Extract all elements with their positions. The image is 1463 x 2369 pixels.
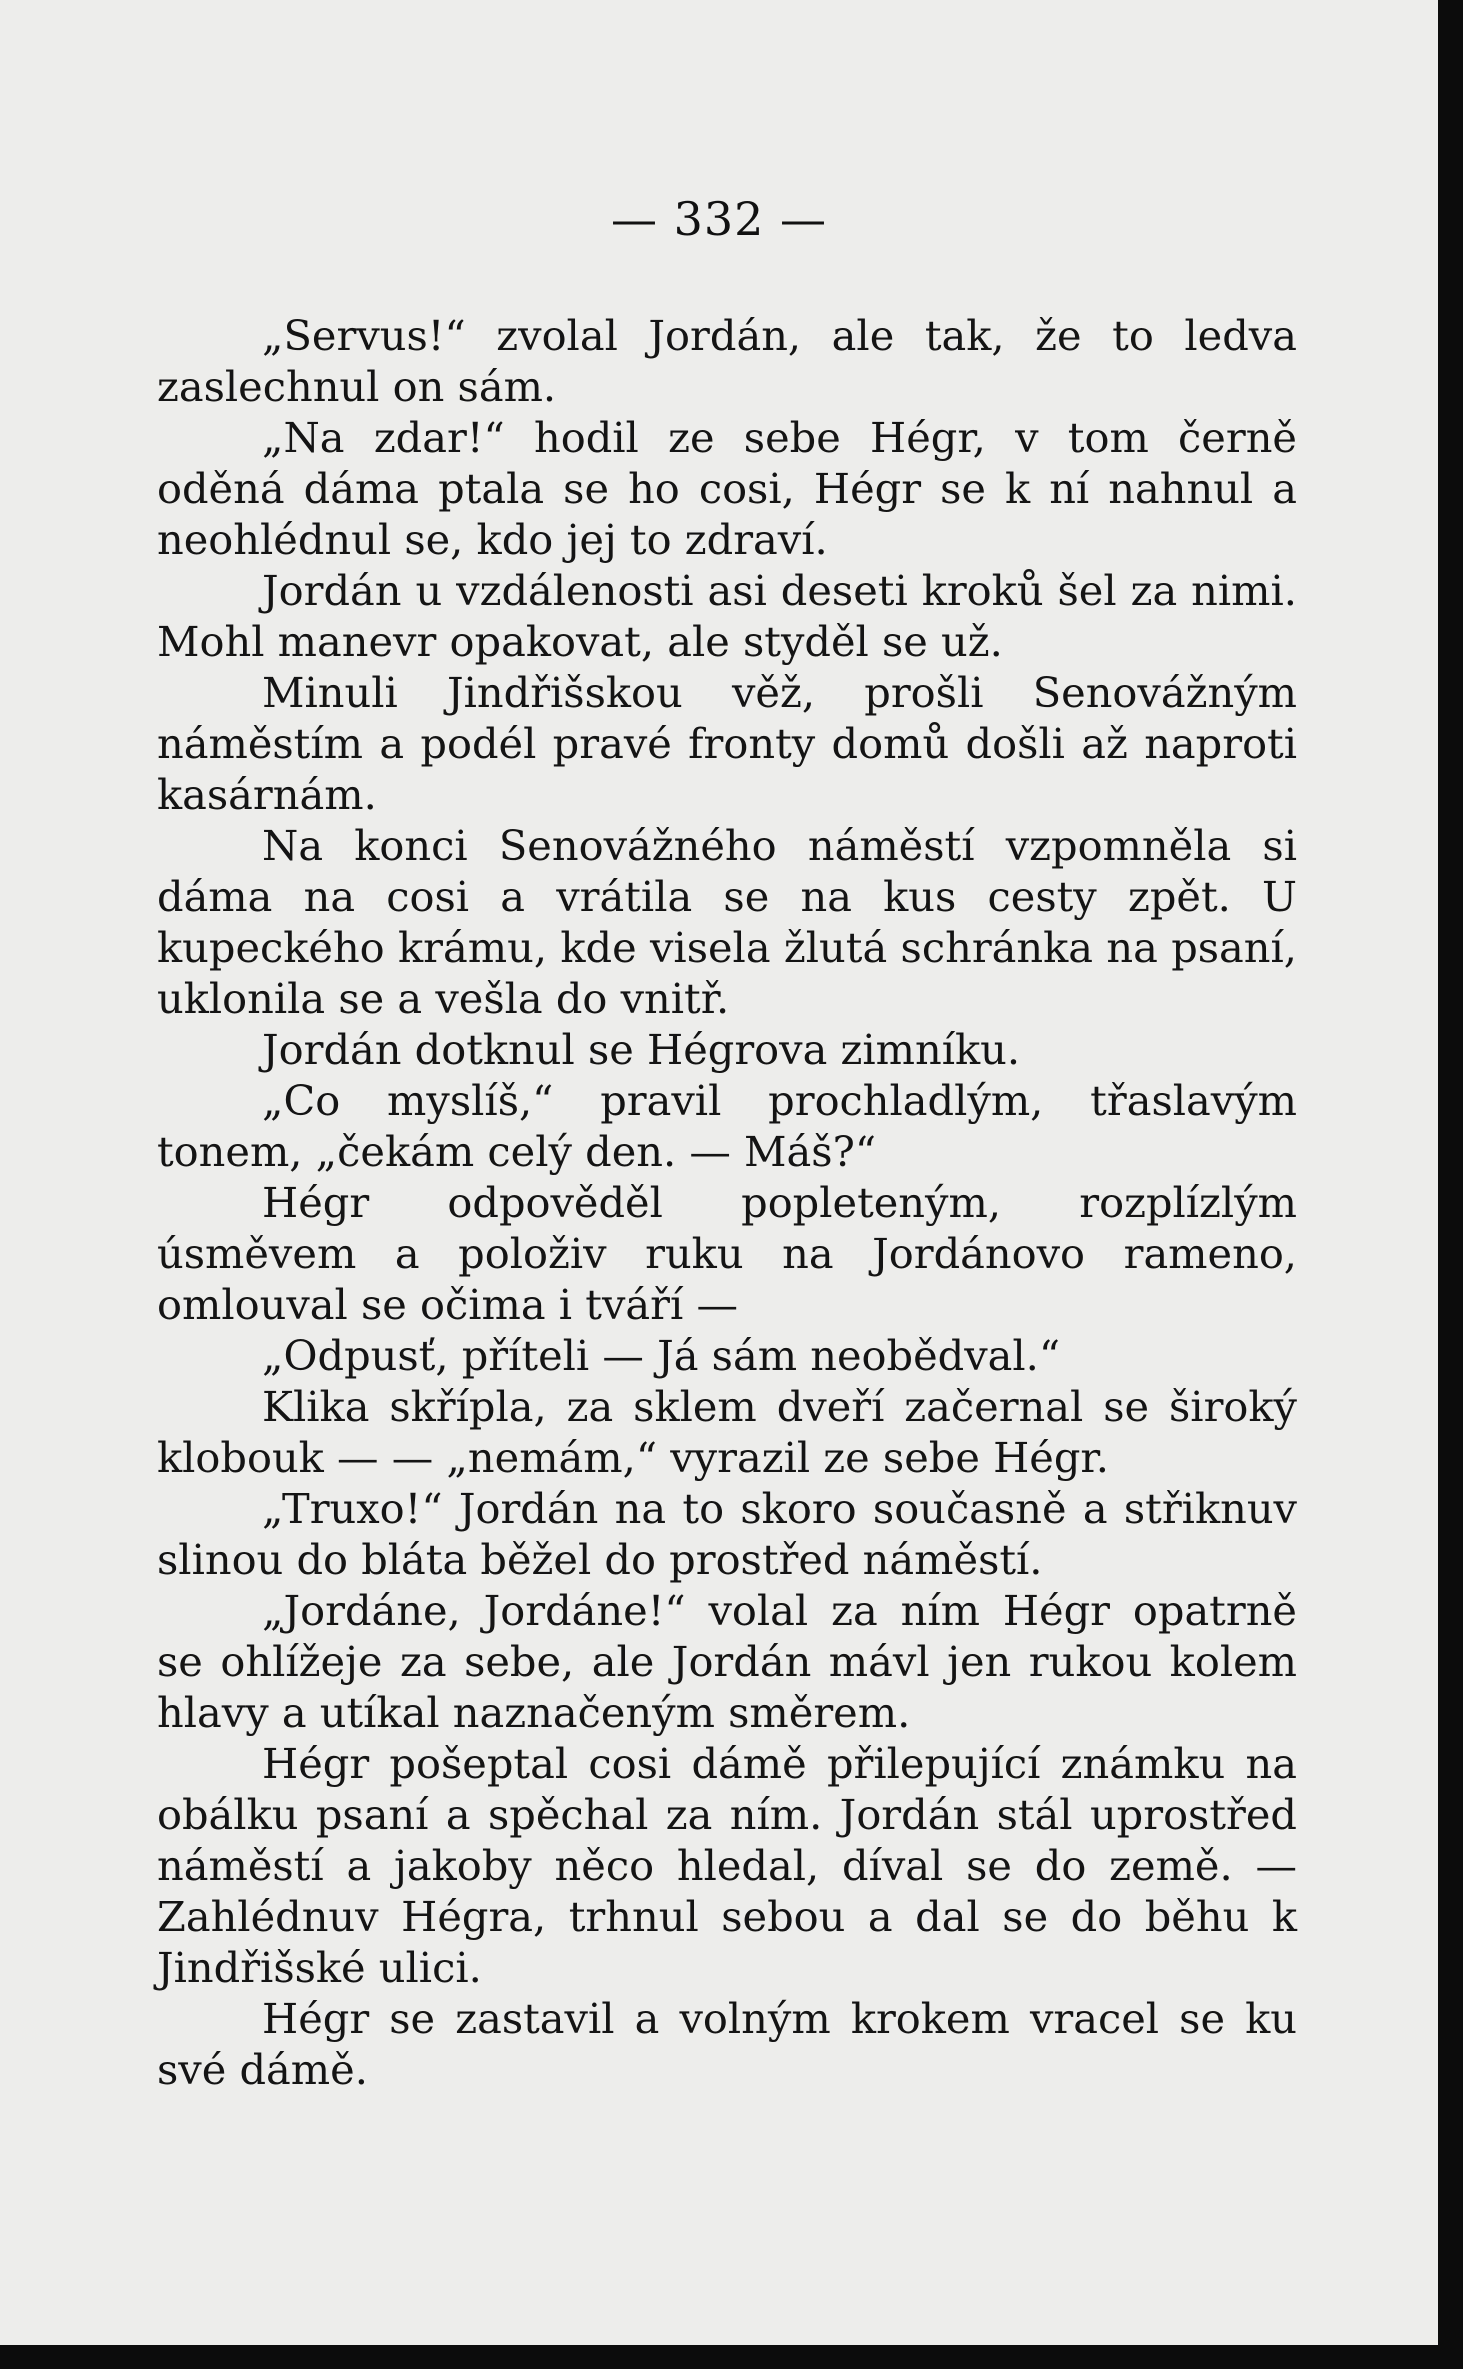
paragraph-9: „Odpusť, příteli — Já sám neobědval.“: [262, 1331, 1061, 1380]
paragraph-10: Klika skřípla, za sklem dveří začernal se široký klobouk — — „nemám,“ vyrazil ze sebe Hégr.: [157, 1382, 1297, 1482]
paragraph-6: Jordán dotknul se Hégrova zimníku.: [262, 1025, 1021, 1074]
paragraph-5: Na konci Senovážného náměstí vzpomněla si dáma na cosi a vrátila se na kus cesty zpět. U kupeckého krámu, kde visela žlutá schránka na psaní, uklonila se a vešla do vnitř.: [157, 821, 1297, 1023]
body-text: [157, 310, 1297, 2095]
paragraph-4: Minuli Jindřišskou věž, prošli Senovážným náměstím a podél pravé fronty domů došli až naproti kasárnám.: [157, 668, 1297, 819]
paragraph-14: Hégr se zastavil a volným krokem vracel se ku své dámě.: [157, 1994, 1297, 2094]
scan-edge-right: [1438, 0, 1463, 2369]
paragraph-7: „Co myslíš,“ pravil prochladlým, třaslavým tonem, „čekám celý den. — Máš?“: [157, 1076, 1297, 1176]
page-number: — 332 —: [610, 192, 828, 246]
paragraph-11: „Truxo!“ Jordán na to skoro současně a střiknuv slinou do bláta běžel do prostřed náměstí.: [157, 1484, 1297, 1584]
paragraph-2: „Na zdar!“ hodil ze sebe Hégr, v tom černě oděná dáma ptala se ho cosi, Hégr se k ní nahnul a neohlédnul se, kdo jej to zdraví.: [157, 413, 1297, 564]
scan-edge-bottom: [0, 2345, 1463, 2369]
paragraph-13: Hégr pošeptal cosi dámě přilepující známku na obálku psaní a spěchal za ním. Jordán stál uprostřed náměstí a jakoby něco hledal, díval se do země. — Zahlédnuv Hégra, trhnul sebou a dal se do běhu k Jindřišské ulici.: [157, 1739, 1297, 1992]
paragraph-8: Hégr odpověděl popleteným, rozplízlým úsměvem a položiv ruku na Jordánovo rameno, omlouval se očima i tváří —: [157, 1178, 1297, 1329]
paragraph-12: „Jordáne, Jordáne!“ volal za ním Hégr opatrně se ohlížeje za sebe, ale Jordán mávl jen rukou kolem hlavy a utíkal naznačeným směrem.: [157, 1586, 1297, 1737]
paragraph-3: Jordán u vzdálenosti asi deseti kroků šel za nimi. Mohl manevr opakovat, ale styděl se už.: [157, 566, 1297, 666]
paragraph-1: „Servus!“ zvolal Jordán, ale tak, že to ledva zaslechnul on sám.: [157, 311, 1297, 411]
